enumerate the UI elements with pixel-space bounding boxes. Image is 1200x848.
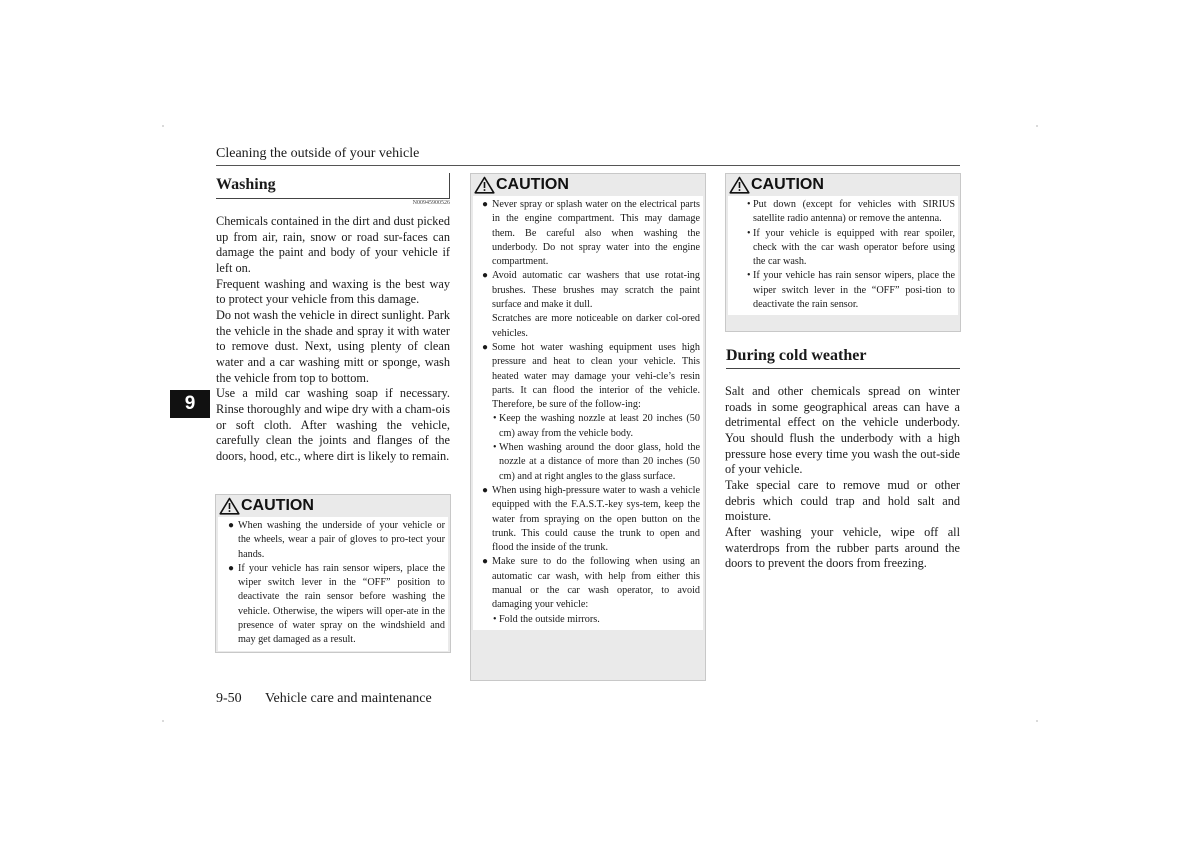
caution-label: CAUTION: [496, 176, 569, 193]
caution-body: [218, 517, 448, 651]
warning-triangle-icon: [219, 497, 240, 515]
caution-item-text: If your vehicle is equipped with rear spoiler, check with the car wash operator before using the car wash.: [753, 227, 955, 268]
crop-mark: [162, 720, 164, 722]
caution-label: CAUTION: [241, 497, 314, 514]
bullet-icon: ●: [228, 562, 235, 574]
bullet-icon: •: [747, 199, 751, 210]
bullet-icon: •: [747, 227, 751, 239]
caution-header: [471, 174, 705, 196]
document-code: N00945900526: [412, 200, 450, 206]
bullet-icon: ●: [482, 199, 489, 210]
caution-item-text: When washing the underside of your vehicle or the wheels, wear a pair of gloves to pro-tect your hands.: [238, 520, 445, 560]
footer-section-title: Vehicle care and maintenance: [265, 691, 432, 706]
caution-item-text: Avoid automatic car washers that use rotat-ing brushes. These brushes may scratch the paint surface and make it dull.: [492, 270, 700, 311]
caution-item: [482, 555, 700, 612]
washing-paragraph: Do not wash the vehicle in direct sunlight. Park the vehicle in the shade and spray it with water to remove dust. Next, using plenty of clean water and a car washing mitt or sponge, wash the vehicle from top to bottom.: [216, 307, 450, 385]
crop-mark: [162, 125, 164, 127]
caution-subitem: [492, 613, 700, 627]
crop-mark: [1036, 720, 1038, 722]
caution-subitem: [492, 441, 700, 484]
warning-triangle-icon: [729, 176, 750, 194]
page-header-title: Cleaning the outside of your vehicle: [216, 146, 420, 161]
caution-item-text: When washing around the door glass, hold the nozzle at a distance of more than 20 inches (50 cm) and at right angles to the glass surface.: [499, 442, 700, 482]
washing-paragraph: Frequent washing and waxing is the best way to protect your vehicle from this damage.: [216, 276, 450, 307]
caution-body: [473, 196, 703, 630]
bullet-icon: •: [493, 613, 497, 625]
page-number: 9-50: [216, 691, 242, 706]
caution-item-text: Fold the outside mirrors.: [499, 613, 600, 625]
washing-text: [216, 214, 450, 465]
crop-mark: [1036, 125, 1038, 127]
caution-box-washing-equipment: [470, 173, 706, 681]
chapter-tab: 9: [170, 390, 210, 418]
title-underline: [216, 198, 450, 199]
cold-weather-title-box: [726, 347, 960, 368]
caution-item: [228, 562, 445, 648]
washing-paragraph: Chemicals contained in the dirt and dust picked up from air, rain, snow or road sur-faces can damage the paint and body of your vehicle if left on.: [216, 214, 450, 275]
caution-header: [726, 174, 960, 196]
cold-weather-paragraph: Take special care to remove mud or other debris which could trap and hold salt and moisture.: [725, 477, 960, 524]
cold-weather-text: [725, 384, 960, 572]
washing-title-box: [216, 173, 450, 199]
bullet-icon: ●: [482, 270, 489, 282]
bullet-icon: •: [493, 413, 497, 425]
caution-item-text: When using high-pressure water to wash a vehicle equipped with the F.A.S.T.-key sys-tem, keep the water from spraying on the open button on the trunk. This could cause the trunk to open and flood the inside of the trunk.: [492, 484, 700, 554]
caution-item: [482, 198, 700, 269]
cold-weather-paragraph: Salt and other chemicals spread on winter roads in some geographical areas can have a detrimental effect on the vehicle underbody. You should flush the underbody with a high pressure hose every time you wash the out-side of your vehicle.: [725, 384, 960, 477]
caution-item: [482, 269, 700, 312]
warning-triangle-icon: [474, 176, 495, 194]
bullet-icon: ●: [228, 520, 235, 531]
caution-header: [216, 495, 450, 517]
caution-body: [728, 196, 958, 315]
caution-subitem: [492, 412, 700, 441]
caution-item: [228, 519, 445, 562]
caution-item-text: If your vehicle has rain sensor wipers, place the wiper switch lever in the “OFF” posi-tion to deactivate the rain sensor.: [753, 270, 955, 311]
title-side-rule: [449, 173, 450, 199]
caution-item: [482, 341, 700, 412]
header-divider: [216, 165, 960, 166]
caution-item-continuation: [482, 312, 700, 341]
caution-item-text: Keep the washing nozzle at least 20 inches (50 cm) away from the vehicle body.: [499, 413, 700, 439]
caution-item-text: If your vehicle has rain sensor wipers, place the wiper switch lever in the “OFF” position to deactivate the rain sensor before washing the vehicle. Otherwise, the wipers will oper-ate in the presence of water spray on the windshield and may get damaged as a result.: [238, 562, 445, 646]
bullet-icon: •: [747, 270, 751, 282]
caution-item-text: Never spray or splash water on the electrical parts in the engine compartment. This may damage them. Be careful also when washing the underbody. Do not spray water into the engine compartment.: [492, 199, 700, 268]
caution-box-car-wash: [725, 173, 961, 332]
bullet-icon: ●: [482, 556, 489, 568]
cold-weather-title: During cold weather: [726, 347, 867, 364]
title-underline: [726, 368, 960, 369]
bullet-icon: •: [493, 442, 497, 454]
caution-subitem: [746, 198, 955, 227]
caution-item-text: Scratches are more noticeable on darker col-ored vehicles.: [492, 313, 700, 339]
washing-title: Washing: [216, 176, 276, 193]
cold-weather-paragraph: After washing your vehicle, wipe off all waterdrops from the rubber parts around the doors to prevent the doors from freezing.: [725, 524, 960, 571]
caution-subitem: [746, 269, 955, 312]
bullet-icon: ●: [482, 341, 489, 353]
caution-item: [482, 484, 700, 555]
caution-item-text: Some hot water washing equipment uses high pressure and heat to clean your vehicle. This heated water may damage your vehi-cle’s resin parts. It can flood the interior of the vehicle. Therefore, be sure of the follow-ing:: [492, 341, 700, 411]
caution-item-text: Put down (except for vehicles with SIRIUS satellite radio antenna) or remove the antenna.: [753, 199, 955, 225]
washing-paragraph: Use a mild car washing soap if necessary. Rinse thoroughly and wipe dry with a cham-ois or soft cloth. After washing the vehicle, carefully clean the joints and flanges of the doors, hood, etc., where dirt is likely to remain.: [216, 386, 450, 463]
caution-box-washing: [215, 494, 451, 653]
caution-item-text: Make sure to do the following when using an automatic car wash, with help from either this manual or the car wash operator, to avoid damaging your vehicle:: [492, 556, 700, 611]
caution-label: CAUTION: [751, 176, 824, 193]
bullet-icon: ●: [482, 484, 489, 496]
caution-subitem: [746, 227, 955, 270]
